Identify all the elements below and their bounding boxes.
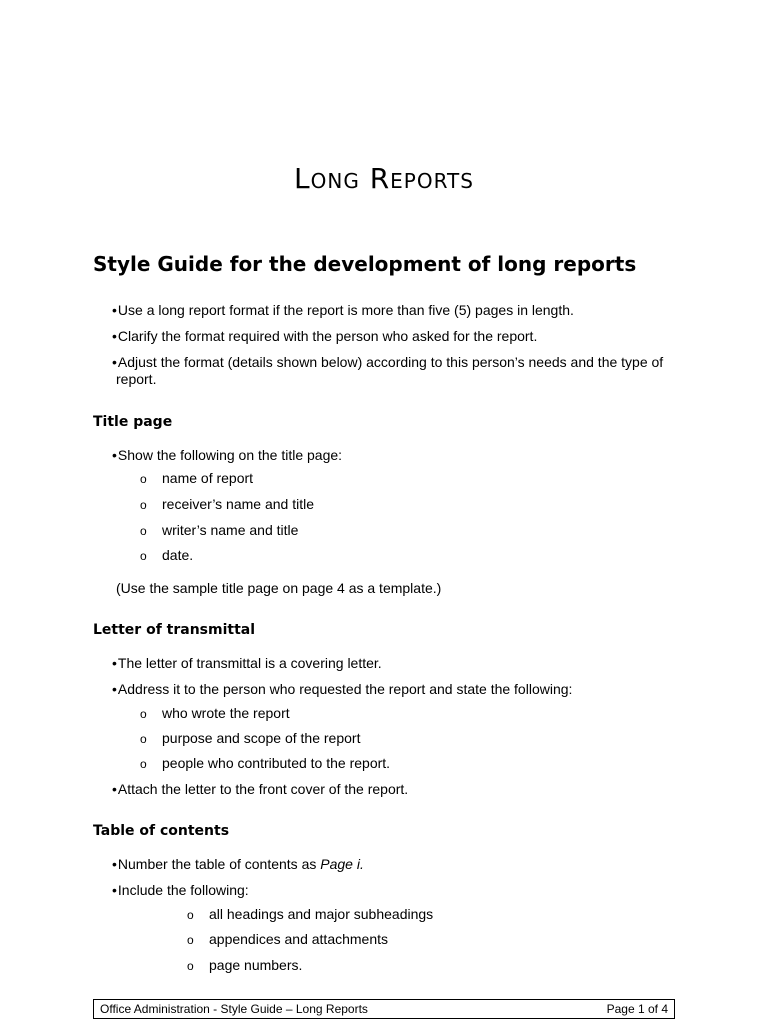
list-item: [112, 681, 687, 698]
circle-marker-icon: o: [140, 549, 147, 563]
list-item-text: Attach the letter to the front cover of the report.: [117, 781, 409, 797]
sub-list-item-text: receiver’s name and title: [162, 496, 315, 512]
list-item-text-continued: report.: [116, 371, 157, 387]
sub-list-item: [187, 957, 303, 974]
document-subtitle: Style Guide for the development of long reports: [93, 252, 637, 276]
sub-list-item-text: people who contributed to the report.: [162, 755, 391, 771]
circle-marker-icon: o: [187, 959, 194, 973]
page-footer: [93, 999, 675, 1019]
circle-marker-icon: o: [140, 707, 147, 721]
sub-list-item: [187, 931, 389, 948]
sub-list-item-text: name of report: [162, 470, 254, 486]
section-heading-letter: Letter of transmittal: [93, 622, 256, 638]
sub-list-item: [140, 547, 194, 564]
bullet-icon: •: [112, 354, 117, 370]
list-item-text: Include the following:: [117, 882, 249, 898]
circle-marker-icon: o: [140, 498, 147, 512]
circle-marker-icon: o: [140, 732, 147, 746]
bullet-icon: •: [112, 882, 117, 898]
bullet-icon: •: [112, 681, 117, 697]
list-item-text: Number the table of contents as: [117, 856, 321, 872]
footer-document-name: Office Administration - Style Guide – Long Reports: [100, 1002, 368, 1016]
footer-page-number: Page 1 of 4: [606, 1002, 668, 1016]
sub-list-item-text: purpose and scope of the report: [162, 730, 361, 746]
list-item: [112, 328, 687, 345]
circle-marker-icon: o: [140, 472, 147, 486]
sub-list-item: [140, 730, 361, 747]
template-note: (Use the sample title page on page 4 as a template.): [116, 580, 442, 596]
page-number-format: Page i.: [320, 856, 364, 872]
bullet-icon: •: [112, 447, 117, 463]
sub-list-item: [140, 470, 254, 487]
sub-list-item-text: writer’s name and title: [162, 522, 299, 538]
section-heading-title-page: Title page: [93, 414, 173, 430]
list-item: [112, 447, 687, 464]
sub-list-item-text: appendices and attachments: [209, 931, 389, 947]
list-item-text: Use a long report format if the report is more than five (5) pages in length.: [117, 302, 574, 318]
list-item-text: Show the following on the title page:: [117, 447, 343, 463]
page-title: Long Reports: [294, 162, 474, 195]
circle-marker-icon: o: [187, 933, 194, 947]
bullet-icon: •: [112, 655, 117, 671]
list-item-text: The letter of transmittal is a covering letter.: [117, 655, 382, 671]
bullet-icon: •: [112, 328, 117, 344]
circle-marker-icon: o: [187, 908, 194, 922]
circle-marker-icon: o: [140, 524, 147, 538]
circle-marker-icon: o: [140, 757, 147, 771]
sub-list-item: [187, 906, 434, 923]
sub-list-item-text: who wrote the report: [162, 705, 290, 721]
sub-list-item: [140, 522, 299, 539]
list-item: [112, 302, 687, 319]
bullet-icon: •: [112, 302, 117, 318]
list-item: [112, 354, 687, 388]
list-item-text: Clarify the format required with the person who asked for the report.: [117, 328, 538, 344]
list-item: [112, 856, 687, 873]
list-item: [112, 781, 687, 798]
sub-list-item: [140, 755, 391, 772]
sub-list-item: [140, 705, 290, 722]
list-item: [112, 655, 687, 672]
bullet-icon: •: [112, 856, 117, 872]
sub-list-item: [140, 496, 315, 513]
sub-list-item-text: page numbers.: [209, 957, 303, 973]
sub-list-item-text: all headings and major subheadings: [209, 906, 434, 922]
bullet-icon: •: [112, 781, 117, 797]
list-item: [112, 882, 687, 899]
list-item-text: Address it to the person who requested the report and state the following:: [117, 681, 573, 697]
list-item-text: Adjust the format (details shown below) according to this person’s needs and the type of: [117, 354, 664, 370]
section-heading-toc: Table of contents: [93, 823, 230, 839]
sub-list-item-text: date.: [162, 547, 194, 563]
